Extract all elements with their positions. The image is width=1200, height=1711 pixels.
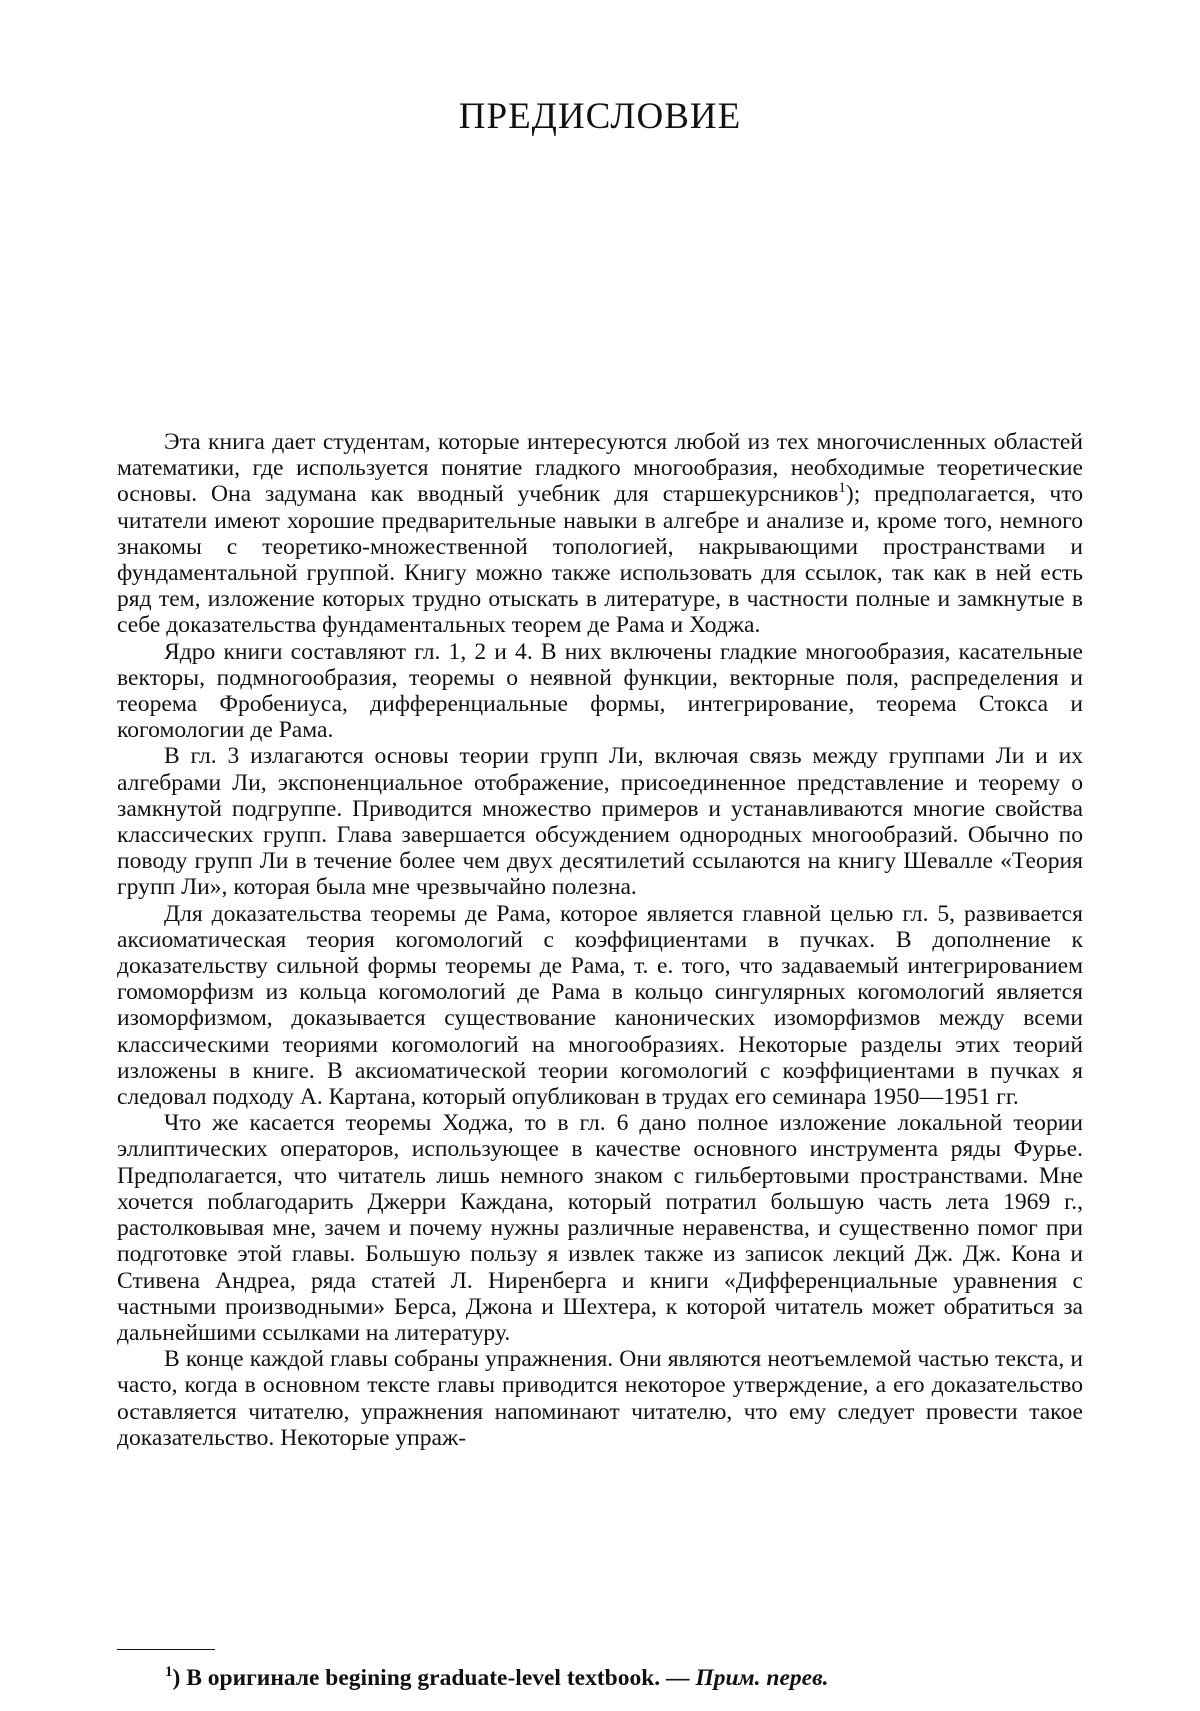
paragraph-1-text-before: Эта книга дает студентам, которые интересуются любой из тех многочисленных областей математики, где используется понятие гладкого многообразия, необходимые теоретические основы. Она задумана как вводный учебник для старшекурсников xyxy=(117,429,1083,508)
paragraph-6: В конце каждой главы собраны упражнения. Они являются неотъемлемой частью текста, и часто, когда в основном тексте главы приводится некоторое утверждение, а его доказательство оставляется читателю, упражнения напоминают читателю, что ему следует провести такое доказательство. Некоторые упраж- xyxy=(117,1346,1083,1451)
body-text xyxy=(117,429,1083,1451)
footnote-translator-note: Прим. перев. xyxy=(695,1665,829,1691)
footnote-divider xyxy=(117,1649,215,1650)
paragraph-4: Для доказательства теоремы де Рама, которое является главной целью гл. 5, развивается аксиоматическая теория когомологий с коэффициентами в пучках. В дополнение к доказательству сильной формы теоремы де Рама, т. е. того, что задаваемый интегрированием гомоморфизм из кольца когомологий де Рама в кольцо сингулярных когомологий является изоморфизмом, доказывается существование канонических изоморфизмов между всеми классическими теориями когомологий на многообразиях. Некоторые разделы этих теорий изложены в книге. В аксиоматической теории когомологий с коэффициентами в пучках я следовал подходу А. Картана, который опубликован в трудах его семинара 1950—1951 гг. xyxy=(117,900,1083,1111)
footnote xyxy=(165,1664,828,1692)
paragraph-5: Что же касается теоремы Ходжа, то в гл. 6 дано полное изложение локальной теории эллиптических операторов, использующее в качестве основного инструмента ряды Фурье. Предполагается, что читатель лишь немного знаком с гильбертовыми пространствами. Мне хочется поблагодарить Джерри Каждана, который потратил большую часть лета 1969 г., растолковывая мне, зачем и почему нужны различные неравенства, и существенно помог при подготовке этой главы. Большую пользу я извлек также из записок лекций Дж. Дж. Кона и Стивена Андреа, ряда статей Л. Ниренберга и книги «Дифференциальные уравнения с частными производными» Берса, Джона и Шехтера, к которой читатель может обратиться за дальнейшими ссылками на литературу. xyxy=(117,1110,1083,1346)
footnote-marker-paren: ) xyxy=(172,1665,181,1691)
footnote-reference: 1 xyxy=(838,480,846,497)
footnote-marker-number: 1 xyxy=(165,1664,173,1681)
footnote-marker xyxy=(165,1665,180,1691)
page-title: ПРЕДИСЛОВИЕ xyxy=(458,95,742,137)
footnote-text: В оригинале begining graduate-level textbook. — xyxy=(180,1665,696,1691)
paragraph-2: Ядро книги составляют гл. 1, 2 и 4. В них включены гладкие многообразия, касательные векторы, подмногообразия, теоремы о неявной функции, векторные поля, распределения и теорема Фробениуса, дифференциальные формы, интегрирование, теорема Стокса и когомологии де Рама. xyxy=(117,638,1083,744)
paragraph-1-text-after: ); предполагается, что читатели имеют хорошие предварительные навыки в алгебре и анализе и, кроме того, немного знакомы с теоретико-множественной топологией, накрывающими пространствами и фундаментальной группой. Книгу можно также использовать для ссылок, так как в ней есть ряд тем, изложение которых трудно отыскать в литературе, в частности полные и замкнутые в себе доказательства фундаментальных теорем де Рама и Ходжа. xyxy=(117,481,1083,639)
paragraph-3: В гл. 3 излагаются основы теории групп Ли, включая связь между группами Ли и их алгебрами Ли, экспоненциальное отображение, присоединенное представление и теорему о замкнутой подгруппе. Приводится множество примеров и устанавливаются многие свойства классических групп. Глава завершается обсуждением однородных многообразий. Обычно по поводу групп Ли в течение более чем двух десятилетий ссылаются на книгу Шевалле «Теория групп Ли», которая была мне чрезвычайно полезна. xyxy=(117,743,1083,901)
paragraph-1 xyxy=(117,429,1083,639)
